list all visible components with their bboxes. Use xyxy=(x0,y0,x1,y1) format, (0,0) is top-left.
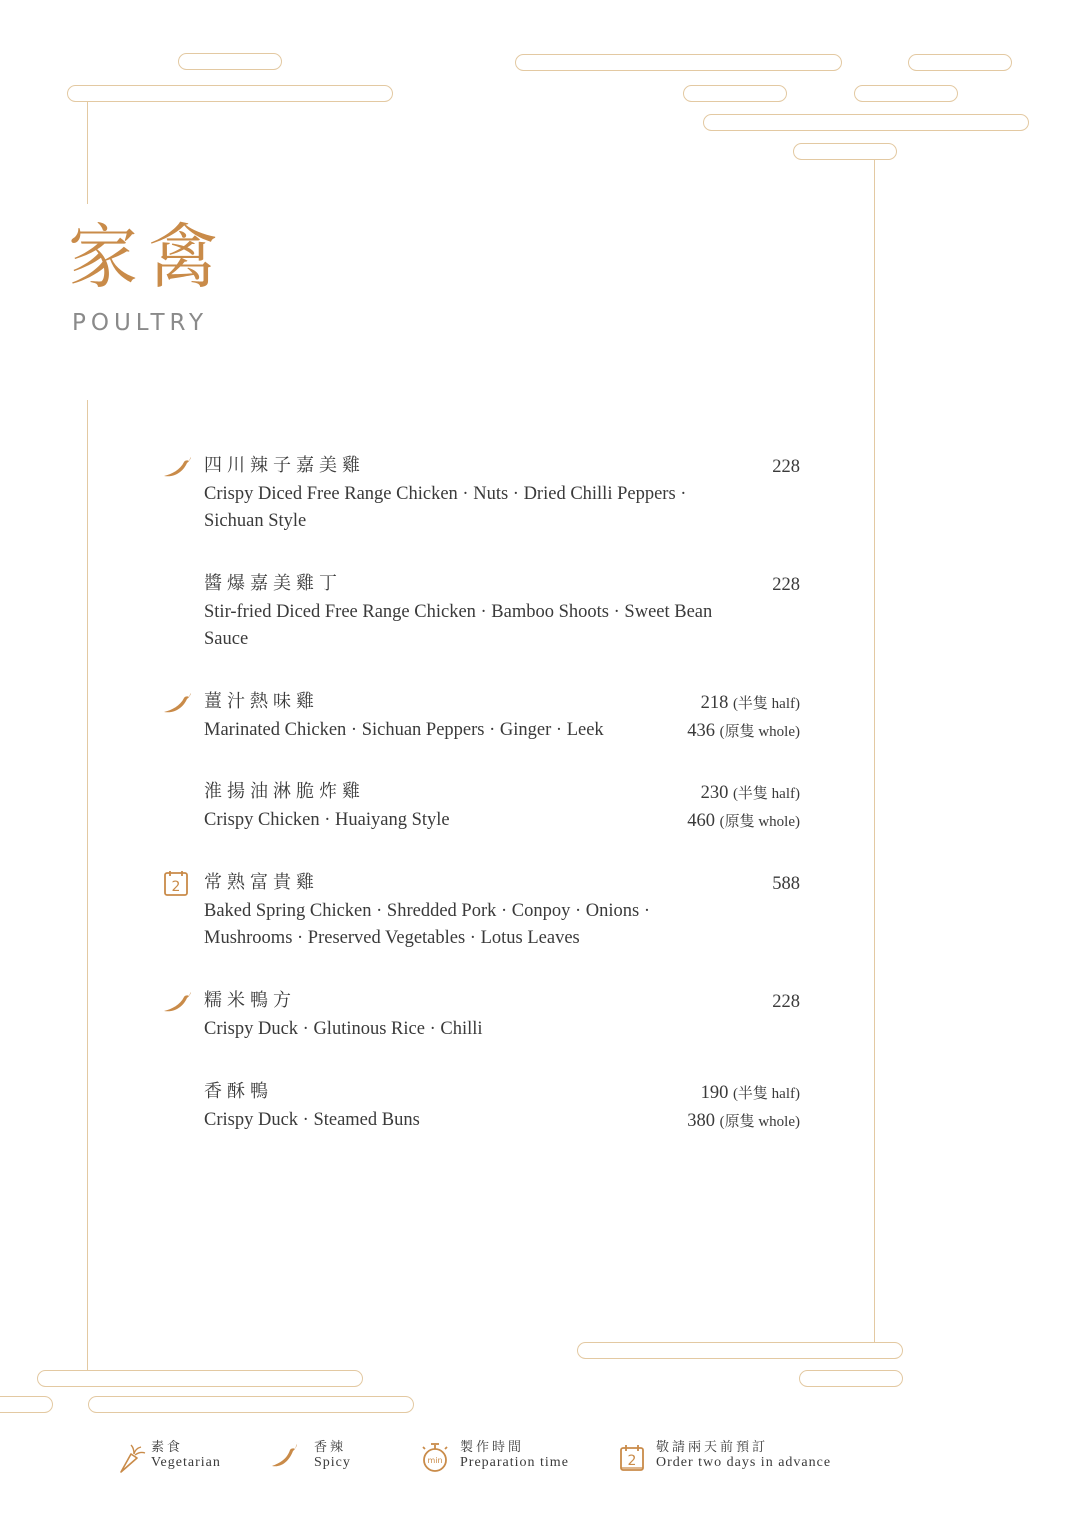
dish-description: Crispy Duck · Steamed Buns xyxy=(204,1110,420,1130)
dish-description: Stir-fried Diced Free Range Chicken · Bamboo Shoots · Sweet Bean Sauce xyxy=(204,602,713,649)
dish-name-chinese: 薑汁熱味雞 xyxy=(204,691,319,712)
svg-text:2: 2 xyxy=(171,879,181,895)
dish-description: Marinated Chicken · Sichuan Peppers · Ginger · Leek xyxy=(204,720,604,740)
dish-price: 588 xyxy=(772,874,800,894)
dish-name-chinese: 香酥鴨 xyxy=(204,1081,273,1102)
dish-name-chinese: 四川辣子嘉美雞 xyxy=(204,455,365,476)
dish-name-chinese: 常熟富貴雞 xyxy=(204,872,319,893)
chilli-icon xyxy=(160,690,196,720)
dish-price: 190 (半隻 half) 380 (原隻 whole) xyxy=(687,1083,800,1131)
dish-description: Baked Spring Chicken · Shredded Pork · Conpoy · Onions · Mushrooms · Preserved Vegetables · Lotus Leaves xyxy=(204,901,651,948)
legend-label-chinese: 素食 xyxy=(151,1440,184,1455)
stopwatch-icon xyxy=(420,1440,452,1474)
calendar-2-icon xyxy=(160,871,196,901)
dish-price: 230 (半隻 half) 460 (原隻 whole) xyxy=(687,783,800,831)
dish-price: 218 (半隻 half) 436 (原隻 whole) xyxy=(687,693,800,741)
page-title-chinese: 家禽 xyxy=(68,216,228,298)
icon-legend xyxy=(0,1436,1080,1486)
chilli-icon xyxy=(270,1440,302,1474)
dish-price: 228 xyxy=(772,992,800,1012)
legend-label: Preparation time xyxy=(460,1455,569,1470)
legend-label: Spicy xyxy=(314,1455,351,1470)
legend-label-chinese: 香辣 xyxy=(314,1440,347,1455)
calendar-2-icon xyxy=(618,1440,650,1474)
dish-description: Crispy Chicken · Huaiyang Style xyxy=(204,810,450,830)
dish-price: 228 xyxy=(772,575,800,595)
legend-label-chinese: 製作時間 xyxy=(460,1440,525,1455)
svg-text:min: min xyxy=(427,1456,443,1465)
carrot-icon xyxy=(117,1440,149,1474)
dish-name-chinese: 醬爆嘉美雞丁 xyxy=(204,573,342,594)
dish-name-chinese: 淮揚油淋脆炸雞 xyxy=(204,781,365,802)
dish-description: Crispy Duck · Glutinous Rice · Chilli xyxy=(204,1019,483,1039)
legend-label: Order two days in advance xyxy=(656,1455,832,1470)
dish-price: 228 xyxy=(772,457,800,477)
legend-label: Vegetarian xyxy=(151,1455,221,1470)
chilli-icon xyxy=(160,989,196,1019)
dish-description: Crispy Diced Free Range Chicken · Nuts · Dried Chilli Peppers · Sichuan Style xyxy=(204,484,687,531)
dish-name-chinese: 糯米鴨方 xyxy=(204,990,296,1011)
page-title: POULTRY xyxy=(72,310,209,336)
legend-label-chinese: 敬請兩天前預訂 xyxy=(656,1440,769,1455)
svg-text:2: 2 xyxy=(627,1453,637,1469)
chilli-icon xyxy=(160,454,196,484)
